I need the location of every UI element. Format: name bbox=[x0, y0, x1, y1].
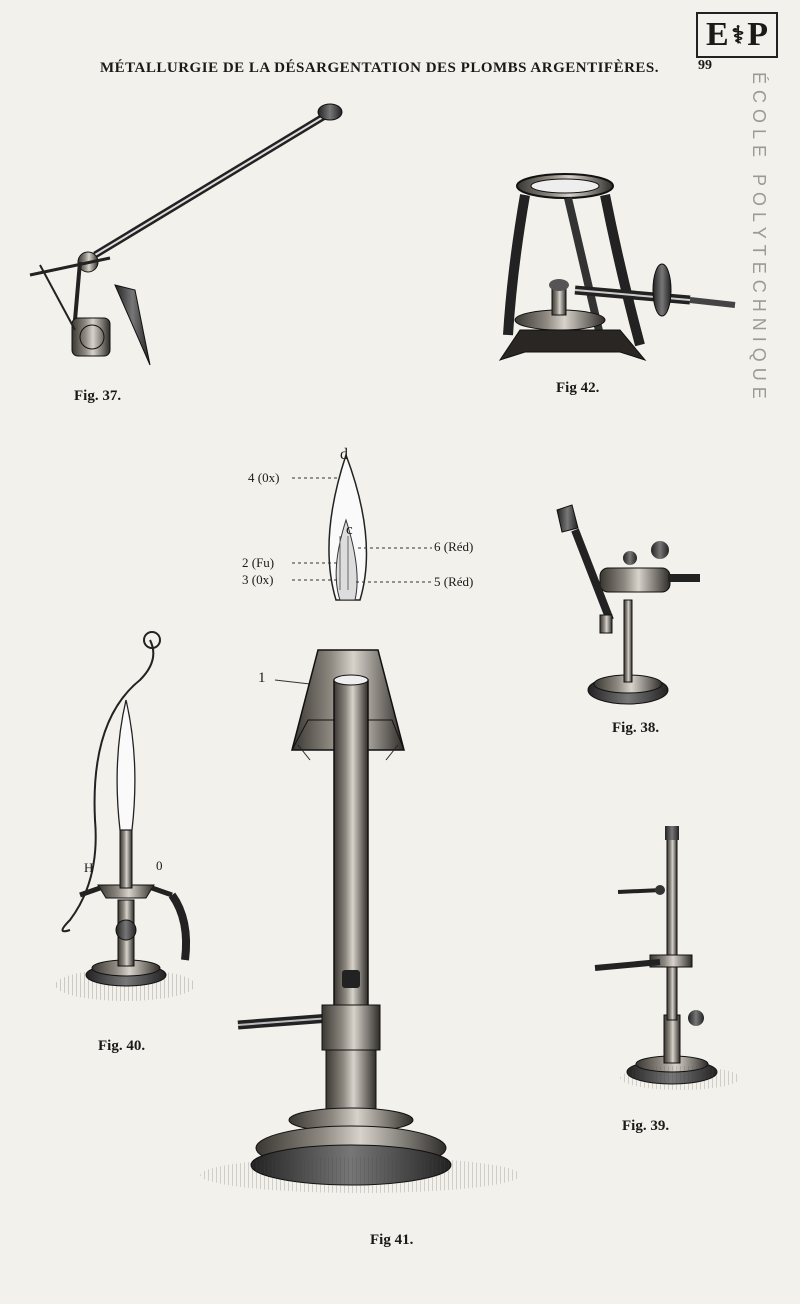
fig39-caption: Fig. 39. bbox=[622, 1118, 670, 1134]
fig37-drawing bbox=[30, 104, 342, 365]
fig41-label-5-red: 5 (Réd) bbox=[434, 574, 474, 589]
fig41-label-2-fu: 2 (Fu) bbox=[242, 555, 275, 570]
stamp-letter-p: P bbox=[747, 16, 768, 53]
fig41-label-3-ox: 3 (0x) bbox=[242, 572, 274, 587]
page-number: 99 bbox=[698, 58, 712, 73]
running-header: MÉTALLURGIE DE LA DÉSARGENTATION DES PLOMBS ARGENTIFÈRES. bbox=[100, 60, 660, 76]
fig42-drawing bbox=[500, 174, 735, 360]
fig40-label-h: H bbox=[84, 860, 94, 875]
caduceus-icon: ⚕ bbox=[731, 22, 745, 49]
fig37-caption: Fig. 37. bbox=[74, 388, 122, 404]
stamp-vertical-text: ÉCOLE POLYTECHNIQUE bbox=[749, 72, 769, 405]
fig38-drawing bbox=[557, 505, 700, 704]
fig38-caption: Fig. 38. bbox=[612, 720, 660, 736]
fig40-label-o: 0 bbox=[156, 858, 163, 873]
fig41-label-6-red: 6 (Réd) bbox=[434, 539, 474, 554]
fig41-label-4-ox: 4 (0x) bbox=[248, 470, 280, 485]
fig40-drawing bbox=[55, 632, 195, 1001]
fig41-label-1: 1 bbox=[258, 670, 266, 686]
fig40-caption: Fig. 40. bbox=[98, 1038, 146, 1054]
fig41-caption: Fig 41. bbox=[370, 1232, 414, 1248]
stamp-letter-e: E bbox=[706, 16, 729, 53]
fig42-caption: Fig 42. bbox=[556, 380, 600, 396]
fig41-label-d: d bbox=[340, 446, 348, 463]
fig41-label-c: c bbox=[346, 522, 353, 538]
fig39-drawing bbox=[595, 826, 740, 1090]
